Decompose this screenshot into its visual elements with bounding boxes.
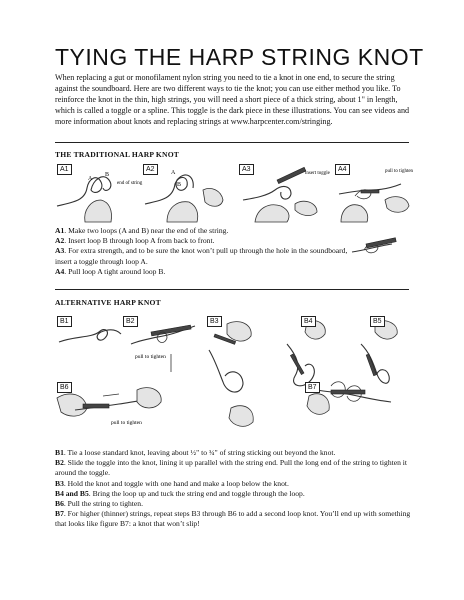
figure-a3-drawing (243, 167, 331, 222)
figure-label-b3: B3 (207, 316, 222, 327)
figure-a1-drawing (57, 172, 143, 222)
figure-label-a3: A3 (239, 164, 254, 175)
figure-label-b7: B7 (305, 382, 320, 393)
intro-paragraph: When replacing a gut or monofilament nylon string you need to tie a knot in one end, to secure the string against the soundboard. Here are two different ways to tie the knot; you can use either method you like. To reinforce the knot in the thin, high strings, you will need a short piece of a thick string, about 1" in length, which is called a toggle or a spline. This toggle is the dark piece in these illustrations. You can see videos and more information about knots and replacing strings at www.harpcenter.com/stringing. (55, 73, 410, 126)
a1-note-a: A (88, 176, 93, 182)
figure-b7-drawing (317, 382, 391, 402)
step-b1: B1. Tie a loose standard knot, leaving about ½" to ¾" of string sticking out beyond the knot. (55, 448, 336, 457)
page-title: TYING THE HARP STRING KNOT (55, 44, 424, 70)
step-a2: A2. Insert loop B through loop A from back to front. (55, 236, 215, 246)
alternative-knot-illustrations (55, 314, 415, 442)
b2-note-pull: pull to tighten (135, 354, 166, 360)
a2-note-a: A (171, 170, 176, 176)
step-a4: A4. Pull loop A tight around loop B. (55, 266, 166, 276)
step-b2: B2. Slide the toggle into the knot, lining it up parallel with the string end. Pull the long end of the string to tighten it around the toggle. (55, 458, 408, 478)
figure-a4-drawing (339, 169, 414, 222)
figure-b6-drawing (57, 388, 161, 426)
figure-label-b1: B1 (57, 316, 72, 327)
traditional-knot-svg (55, 160, 415, 222)
step-a3: A3. For extra strength, and to be sure the knot won’t pull up through the hole in the soundboard, insert a toggle through loop A. (55, 246, 348, 266)
a4-note-pull: pull to tighten (385, 169, 414, 174)
figure-label-a2: A2 (143, 164, 158, 175)
a1-note-b: B (105, 172, 110, 178)
step-b4-b5: B4 and B5. Bring the loop up and tuck the string end and toggle through the loop. (55, 488, 305, 498)
figure-label-b6: B6 (57, 382, 72, 393)
step-b3: B3. Hold the knot and toggle with one hand and make a loop below the knot. (55, 478, 289, 488)
section-divider-top (55, 142, 409, 143)
figure-label-b5: B5 (370, 316, 385, 327)
figure-b2-drawing (131, 325, 195, 372)
traditional-steps (55, 226, 355, 277)
a3-note-toggle: insert toggle (305, 171, 330, 176)
figure-label-b4: B4 (301, 316, 316, 327)
figure-a2-drawing (145, 170, 223, 222)
figure-b5-drawing (361, 321, 397, 384)
section-divider-middle (55, 289, 409, 290)
figure-label-b2: B2 (123, 316, 138, 327)
step-b6: B6. Pull the string to tighten. (55, 499, 143, 509)
alternative-steps (55, 448, 415, 530)
figure-b3-drawing (209, 322, 253, 427)
alternative-knot-svg (55, 314, 415, 442)
b6-note-pull: pull to tighten (111, 420, 142, 426)
step-a1: A1. Make two loops (A and B) near the end of the string. (55, 226, 229, 235)
figure-label-a4: A4 (335, 164, 350, 175)
figure-b1-drawing (59, 330, 121, 342)
step-b7: B7. For higher (thinner) strings, repeat steps B3 through B6 to add a second loop knot. You’ll end up with something that looks like figure B7: a knot that won’t slip! (55, 509, 411, 529)
traditional-knot-illustrations (55, 160, 415, 222)
traditional-knot-heading: THE TRADITIONAL HARP KNOT (55, 150, 180, 159)
figure-b4-drawing (287, 321, 329, 415)
a1-note-end: end of string (117, 181, 143, 186)
figure-label-a1: A1 (57, 164, 72, 175)
toggle-illustration (352, 232, 412, 262)
a2-note-b: B (177, 182, 182, 188)
alternative-knot-heading: ALTERNATIVE HARP KNOT (55, 298, 161, 307)
